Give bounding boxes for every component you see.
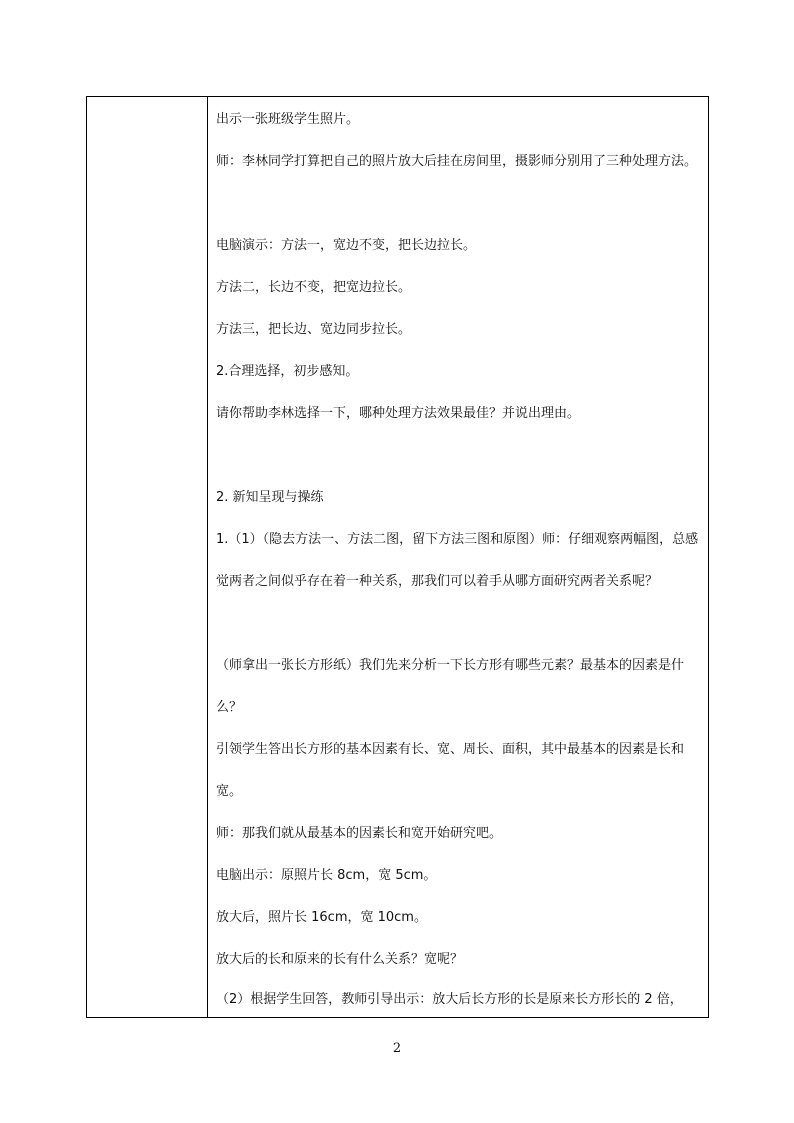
paragraph-12: 师：那我们就从最基本的因素长和宽开始研究吧。 <box>216 826 503 841</box>
paragraph-11: 引领学生答出长方形的基本因素有长、宽、周长、面积，其中最基本的因素是长和宽。 <box>216 742 685 799</box>
paragraph-16: （2）根据学生回答，教师引导出示：放大后长方形的长是原来长方形长的 2 倍， <box>216 992 683 1007</box>
paragraph-4: 方法二，长边不变，把宽边拉长。 <box>216 280 412 295</box>
table-right-cell <box>208 97 708 1017</box>
paragraph-6: 2.合理选择，初步感知。 <box>216 364 359 379</box>
page-number: 2 <box>392 1041 402 1056</box>
paragraph-1: 出示一张班级学生照片。 <box>216 112 360 127</box>
paragraph-3: 电脑演示：方法一，宽边不变，把长边拉长。 <box>216 238 477 253</box>
paragraph-5: 方法三，把长边、宽边同步拉长。 <box>216 322 412 337</box>
paragraph-14: 放大后，照片长 16cm，宽 10cm。 <box>216 910 427 925</box>
paragraph-7: 请你帮助李林选择一下，哪种处理方法效果最佳？并说出理由。 <box>216 406 581 421</box>
table-left-cell <box>87 97 208 1017</box>
paragraph-9: 1.（1）（隐去方法一、方法二图，留下方法三图和原图）师：仔细观察两幅图，总感觉两者之间似乎存在着一种关系，那我们可以着手从哪方面研究两者关系呢？ <box>216 532 699 589</box>
section-heading: 2. 新知呈现与操练 <box>216 490 324 505</box>
paragraph-10: （师拿出一张长方形纸）我们先来分析一下长方形有哪些元素？最基本的因素是什么？ <box>216 658 685 715</box>
paragraph-2: 师：李林同学打算把自己的照片放大后挂在房间里，摄影师分别用了三种处理方法。 <box>216 154 698 169</box>
paragraph-15: 放大后的长和原来的长有什么关系？宽呢？ <box>216 952 464 967</box>
paragraph-13: 电脑出示：原照片长 8cm，宽 5cm。 <box>216 868 437 883</box>
content-table <box>86 96 709 1018</box>
